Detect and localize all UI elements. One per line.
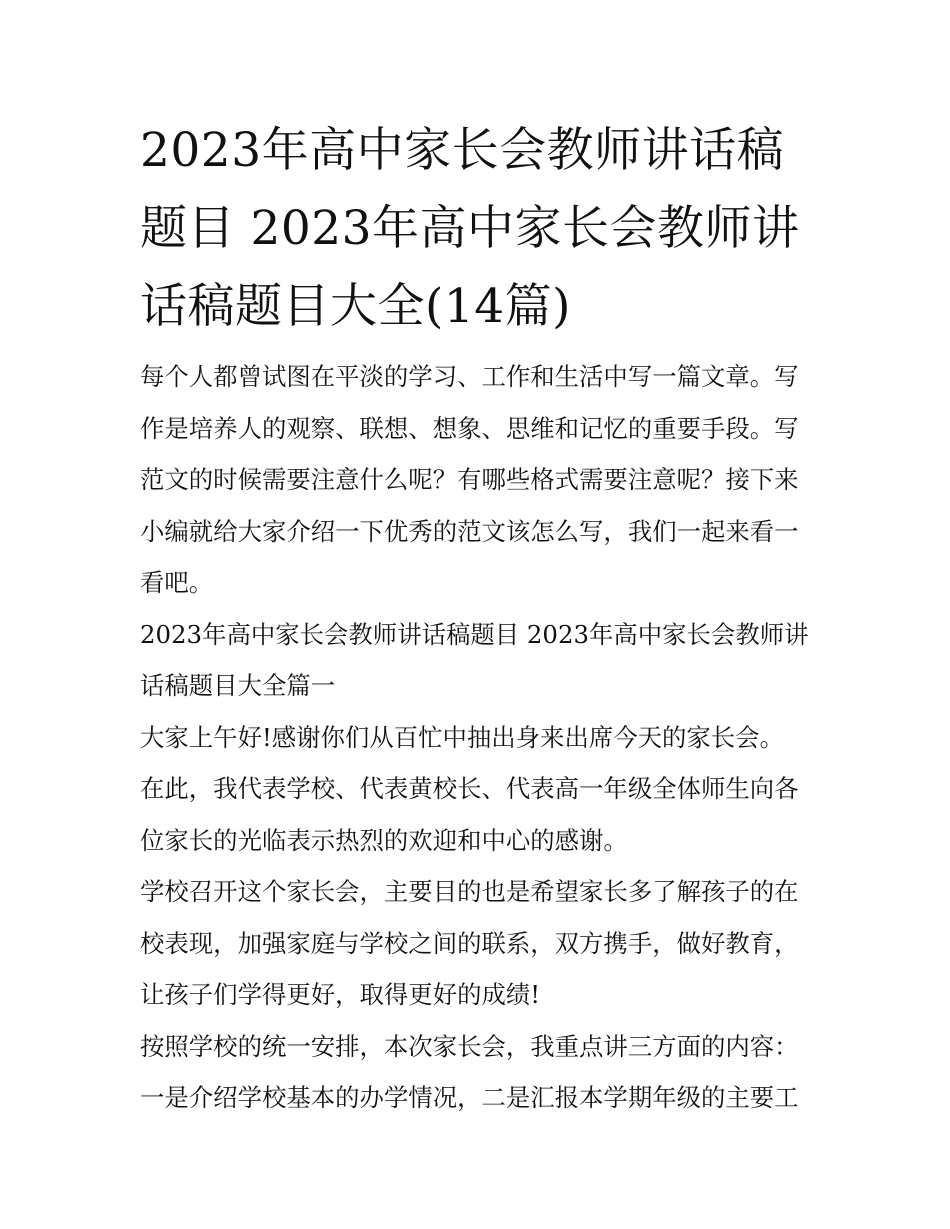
- greeting-paragraph: 大家上午好!感谢你们从百忙中抽出身来出席今天的家长会。: [140, 722, 784, 752]
- welcome-paragraph: 在此，我代表学校、代表黄校长、代表高一年级全体师生向各位家长的光临表示热烈的欢迎和中心的感谢。: [140, 774, 799, 855]
- document-title: 2023年高中家长会教师讲话稿题目 2023年高中家长会教师讲话稿题目大全(14篇): [140, 123, 800, 334]
- purpose-paragraph: 学校召开这个家长会，主要目的也是希望家长多了解孩子的在校表现，加强家庭与学校之间的联系，双方携手，做好教育，让孩子们学得更好，取得更好的成绩!: [140, 877, 799, 1009]
- document-body: [140, 112, 815, 1124]
- section-heading: 2023年高中家长会教师讲话稿题目 2023年高中家长会教师讲话稿题目大全篇一: [140, 619, 809, 700]
- intro-paragraph: 每个人都曾试图在平淡的学习、工作和生活中写一篇文章。写作是培养人的观察、联想、想象、思维和记忆的重要手段。写范文的时候需要注意什么呢？有哪些格式需要注意呢？接下来小编就给大家介绍一下优秀的范文该怎么写，我们一起来看一看吧。: [140, 362, 799, 597]
- agenda-paragraph: 按照学校的统一安排，本次家长会，我重点讲三方面的内容：一是介绍学校基本的办学情况，二是汇报本学期年级的主要工: [140, 1031, 799, 1112]
